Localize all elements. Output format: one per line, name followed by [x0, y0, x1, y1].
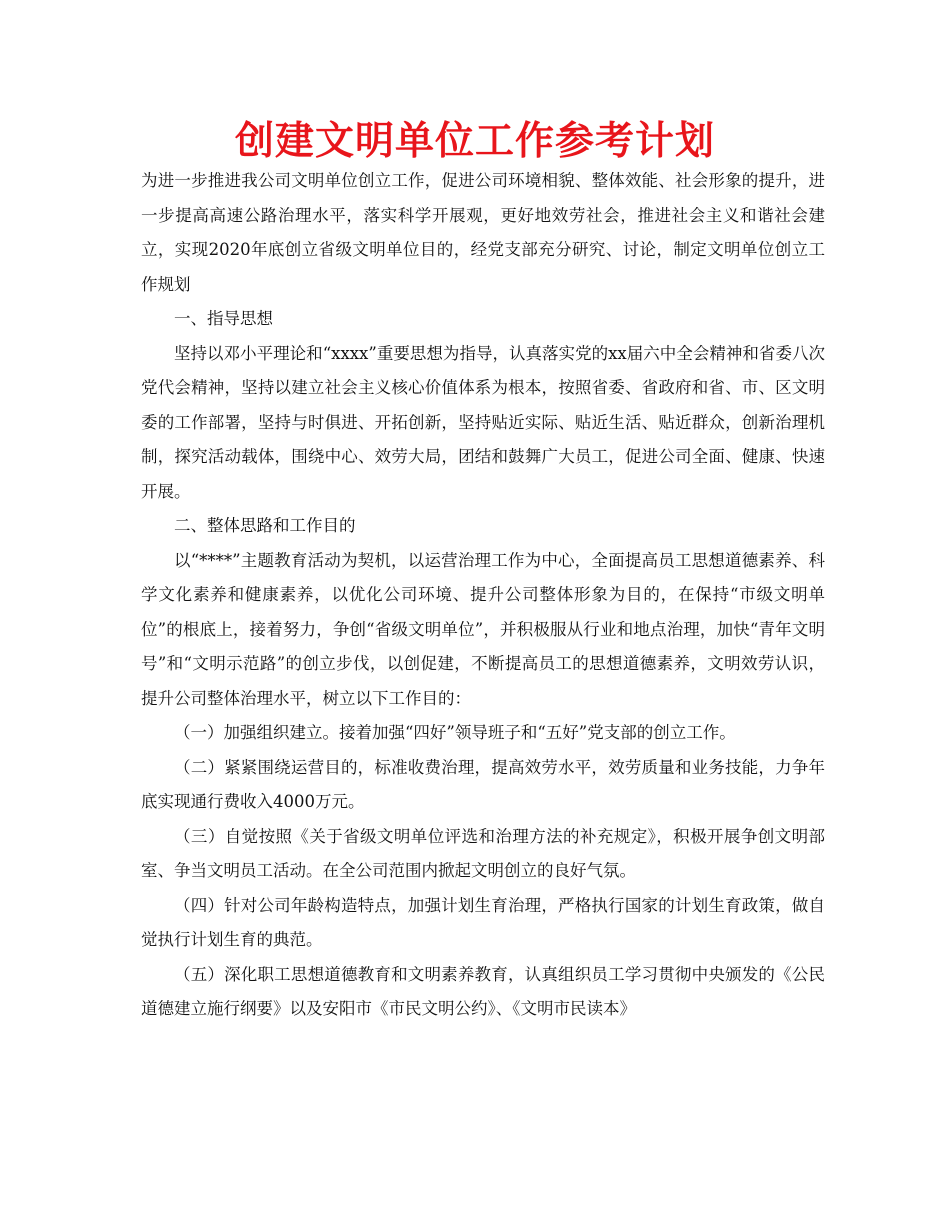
document-title: 创建文明单位工作参考计划	[234, 119, 715, 164]
body-paragraph: 二、整体思路和工作目的	[174, 516, 356, 535]
body-paragraph: 坚持以邓小平理论和“xxxx”重要思想为指导，认真落实党的xx届六中全会精神和省委八次党代会精神，坚持以建立社会主义核心价值体系为根本，按照省委、省政府和省、市、区文明委的工作部署，坚持与时俱进、开拓创新，坚持贴近实际、贴近生活、贴近群众，创新治理机制，探究活动载体，围绕中心、效劳大局，团结和鼓舞广大员工，促进公司全面、健康、快速开展。	[141, 343, 825, 501]
body-paragraph: （四）针对公司年龄构造特点，加强计划生育治理，严格执行国家的计划生育政策，做自觉执行计划生育的典范。	[141, 895, 825, 949]
body-paragraph: （一）加强组织建立。接着加强“四好”领导班子和“五好”党支部的创立工作。	[174, 723, 736, 742]
document-body	[141, 164, 825, 1027]
body-paragraph: 一、指导思想	[174, 309, 273, 328]
body-paragraph: 为进一步推进我公司文明单位创立工作，促进公司环境相貌、整体效能、社会形象的提升，进一步提高高速公路治理水平，落实科学开展观，更好地效劳社会，推进社会主义和谐社会建立，实现2020年底创立省级文明单位目的，经党支部充分研究、讨论，制定文明单位创立工作规划	[141, 171, 825, 294]
body-paragraph: 以“****”主题教育活动为契机，以运营治理工作为中心，全面提高员工思想道德素养、科学文化素养和健康素养，以优化公司环境、提升公司整体形象为目的，在保持“市级文明单位”的根底上，接着努力，争创“省级文明单位”，并积极服从行业和地点治理，加快“青年文明号”和“文明示范路”的创立步伐，以创促建，不断提高员工的思想道德素养，文明效劳认识，提升公司整体治理水平，树立以下工作目的：	[141, 550, 825, 708]
body-paragraph: （五）深化职工思想道德教育和文明素养教育，认真组织员工学习贯彻中央颁发的《公民道德建立施行纲要》以及安阳市《市民文明公约》、《文明市民读本》	[141, 964, 825, 1018]
body-paragraph: （二）紧紧围绕运营目的，标准收费治理，提高效劳水平，效劳质量和业务技能，力争年底实现通行费收入4000万元。	[141, 757, 825, 811]
body-paragraph: （三）自觉按照《关于省级文明单位评选和治理方法的补充规定》，积极开展争创文明部室、争当文明员工活动。在全公司范围内掀起文明创立的良好气氛。	[141, 826, 825, 880]
